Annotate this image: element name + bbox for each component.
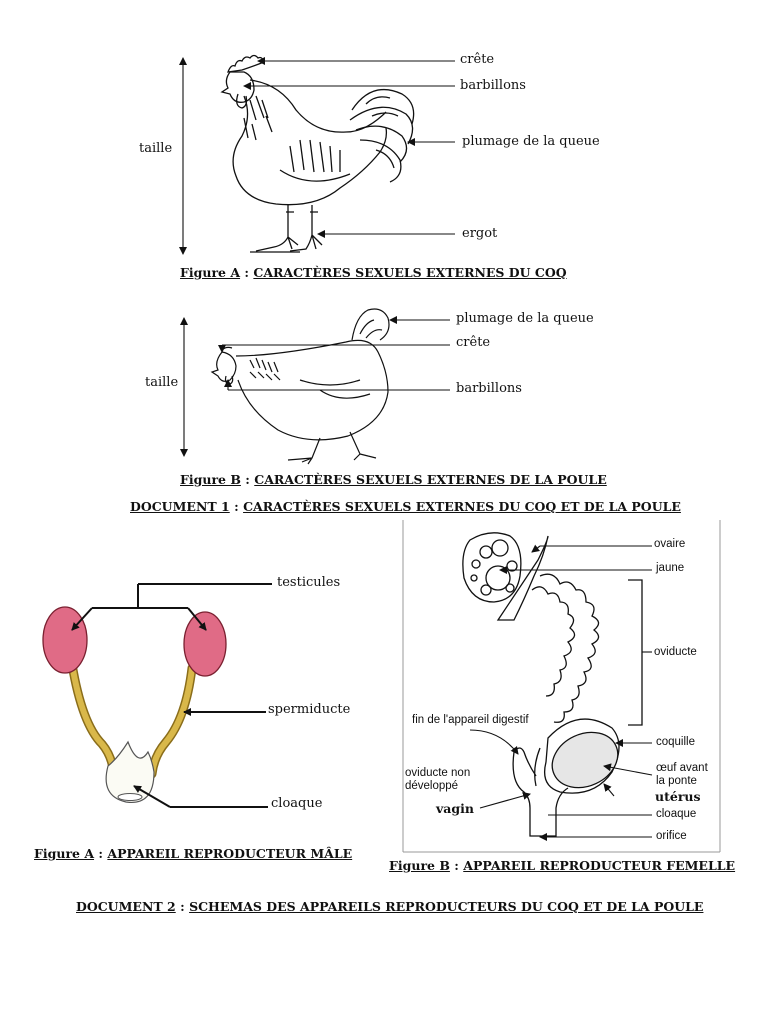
label-barbillons-poule: barbillons	[456, 381, 522, 396]
label-coquille: coquille	[656, 736, 695, 748]
label-taille-poule: taille	[145, 375, 179, 390]
doc-title: SCHEMAS DES APPAREILS REPRODUCTEURS DU COQ ET DE LA POULE	[189, 899, 704, 914]
caption-fig-label: Figure B	[180, 472, 241, 487]
caption-sep: :	[449, 858, 464, 873]
label-ovaire: ovaire	[654, 538, 686, 550]
label-fin-appareil-digestif: fin de l'appareil digestif	[412, 714, 529, 726]
label-barbillons: barbillons	[460, 78, 526, 93]
label-la-ponte: la ponte	[656, 775, 697, 787]
doc-label: DOCUMENT 1	[130, 499, 230, 514]
doc-sep: :	[229, 499, 244, 514]
caption-sep: :	[240, 265, 254, 280]
caption-title: CARACTÈRES SEXUELS EXTERNES DU COQ	[253, 265, 567, 280]
caption-title: APPAREIL REPRODUCTEUR MÂLE	[107, 846, 353, 861]
label-orifice: orifice	[656, 830, 687, 842]
caption-fig-b-femelle	[389, 858, 735, 873]
label-crete: crête	[460, 52, 495, 67]
label-jaune: jaune	[656, 562, 685, 574]
label-oeuf-avant: œuf avant	[656, 762, 708, 774]
hen-drawing	[212, 309, 389, 464]
label-taille: taille	[139, 141, 173, 156]
doc-label: DOCUMENT 2	[76, 899, 176, 914]
caption-fig-label: Figure A	[34, 846, 95, 861]
right-testis	[184, 612, 226, 676]
doc-title: CARACTÈRES SEXUELS EXTERNES DU COQ ET DE LA POULE	[243, 499, 681, 514]
label-plumage-queue: plumage de la queue	[462, 134, 600, 149]
caption-title: APPAREIL REPRODUCTEUR FEMELLE	[463, 858, 736, 873]
hen-leaders	[184, 318, 450, 456]
label-uterus: utérus	[655, 789, 701, 804]
caption-fig-label: Figure A	[180, 265, 241, 280]
label-vagin: vagin	[436, 801, 474, 816]
label-oviducte: oviducte	[654, 646, 697, 658]
doc-sep: :	[175, 899, 190, 914]
caption-sep: :	[94, 846, 108, 861]
caption-fig-b-poule	[180, 472, 607, 487]
rooster-drawing	[222, 56, 414, 253]
label-testicules: testicules	[277, 575, 341, 590]
rooster-leaders	[183, 58, 455, 254]
label-spermiducte: spermiducte	[268, 702, 351, 717]
caption-fig-a-coq	[180, 265, 567, 280]
label-cloaque-femelle: cloaque	[656, 808, 697, 820]
caption-sep: :	[240, 472, 255, 487]
caption-fig-label: Figure B	[389, 858, 450, 873]
label-plumage-queue-poule: plumage de la queue	[456, 311, 594, 326]
label-oviducte-non: oviducte non	[405, 767, 471, 779]
label-ergot: ergot	[462, 226, 498, 241]
label-cloaque-male: cloaque	[271, 796, 323, 811]
label-crete-poule: crête	[456, 335, 491, 350]
caption-title: CARACTÈRES SEXUELS EXTERNES DE LA POULE	[254, 472, 607, 487]
male-leaders	[72, 584, 272, 807]
label-developpe: développé	[405, 780, 459, 792]
male-tract-drawing	[43, 607, 226, 802]
caption-fig-a-male	[34, 846, 352, 861]
left-testis	[43, 607, 87, 673]
document-2-title	[76, 899, 703, 914]
document-1-title	[130, 499, 681, 514]
